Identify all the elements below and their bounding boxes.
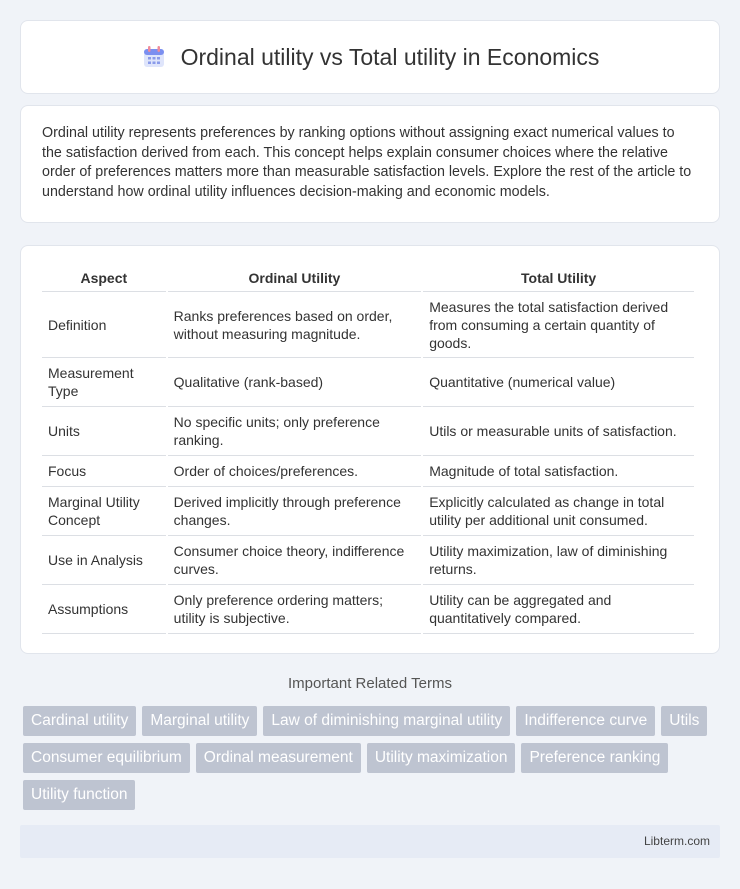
intro-text: Ordinal utility represents preferences by ranking options without assigning exact numerical values to the satisfaction derived from each. This concept helps explain consumer choices where the relative order of preferences matters more than measurable satisfaction levels. Explore the rest of the article to understand how ordinal utility influences decision-making and economic models. bbox=[42, 125, 692, 200]
header-card bbox=[20, 20, 720, 94]
related-term-tag[interactable]: Law of diminishing marginal utility bbox=[263, 706, 510, 736]
related-terms-list bbox=[23, 706, 723, 810]
table-cell: Use in Analysis bbox=[42, 536, 166, 585]
table-cell: Focus bbox=[42, 456, 166, 487]
table-row bbox=[42, 456, 694, 487]
table-row bbox=[42, 536, 694, 585]
table-cell: Utility can be aggregated and quantitatively compared. bbox=[423, 585, 694, 634]
header-total-utility: Total Utility bbox=[423, 262, 694, 292]
table-cell: Measurement Type bbox=[42, 358, 166, 407]
related-term-tag[interactable]: Indifference curve bbox=[516, 706, 655, 736]
related-term-tag[interactable]: Cardinal utility bbox=[23, 706, 136, 736]
table-cell: Order of choices/preferences. bbox=[168, 456, 422, 487]
table-cell: Utils or measurable units of satisfaction. bbox=[423, 407, 694, 456]
related-term-tag[interactable]: Utility function bbox=[23, 780, 135, 810]
table-cell: Explicitly calculated as change in total utility per additional unit consumed. bbox=[423, 487, 694, 536]
table-cell: Magnitude of total satisfaction. bbox=[423, 456, 694, 487]
table-row bbox=[42, 487, 694, 536]
table-row bbox=[42, 585, 694, 634]
table-cell: Marginal Utility Concept bbox=[42, 487, 166, 536]
table-cell: Qualitative (rank-based) bbox=[168, 358, 422, 407]
table-cell: Utility maximization, law of diminishing returns. bbox=[423, 536, 694, 585]
table-cell: Definition bbox=[42, 292, 166, 358]
table-cell: Derived implicitly through preference changes. bbox=[168, 487, 422, 536]
table-row bbox=[42, 407, 694, 456]
related-term-tag[interactable]: Preference ranking bbox=[521, 743, 668, 773]
page-title: Ordinal utility vs Total utility in Economics bbox=[180, 43, 600, 70]
table-cell: Ranks preferences based on order, without measuring magnitude. bbox=[168, 292, 422, 358]
related-term-tag[interactable]: Consumer equilibrium bbox=[23, 743, 190, 773]
header-aspect: Aspect bbox=[42, 262, 166, 292]
intro-card bbox=[20, 105, 720, 223]
table-cell: Only preference ordering matters; utility is subjective. bbox=[168, 585, 422, 634]
table-cell: Measures the total satisfaction derived from consuming a certain quantity of goods. bbox=[423, 292, 694, 358]
table-cell: Consumer choice theory, indifference curves. bbox=[168, 536, 422, 585]
comparison-table bbox=[40, 262, 696, 634]
footer bbox=[20, 825, 720, 858]
related-terms-title: Important Related Terms bbox=[288, 675, 452, 692]
table-cell: Assumptions bbox=[42, 585, 166, 634]
table-cell: No specific units; only preference ranking. bbox=[168, 407, 422, 456]
table-cell: Quantitative (numerical value) bbox=[423, 358, 694, 407]
table-row bbox=[42, 358, 694, 407]
related-term-tag[interactable]: Ordinal measurement bbox=[196, 743, 361, 773]
footer-site-link[interactable]: Libterm.com bbox=[643, 834, 710, 848]
related-term-tag[interactable]: Marginal utility bbox=[142, 706, 257, 736]
related-term-tag[interactable]: Utility maximization bbox=[367, 743, 516, 773]
table-cell: Units bbox=[42, 407, 166, 456]
comparison-card bbox=[20, 245, 720, 654]
calendar-icon bbox=[141, 44, 167, 70]
table-row bbox=[42, 292, 694, 358]
header-ordinal-utility: Ordinal Utility bbox=[168, 262, 422, 292]
table-header-row bbox=[42, 262, 694, 292]
related-term-tag[interactable]: Utils bbox=[661, 706, 707, 736]
